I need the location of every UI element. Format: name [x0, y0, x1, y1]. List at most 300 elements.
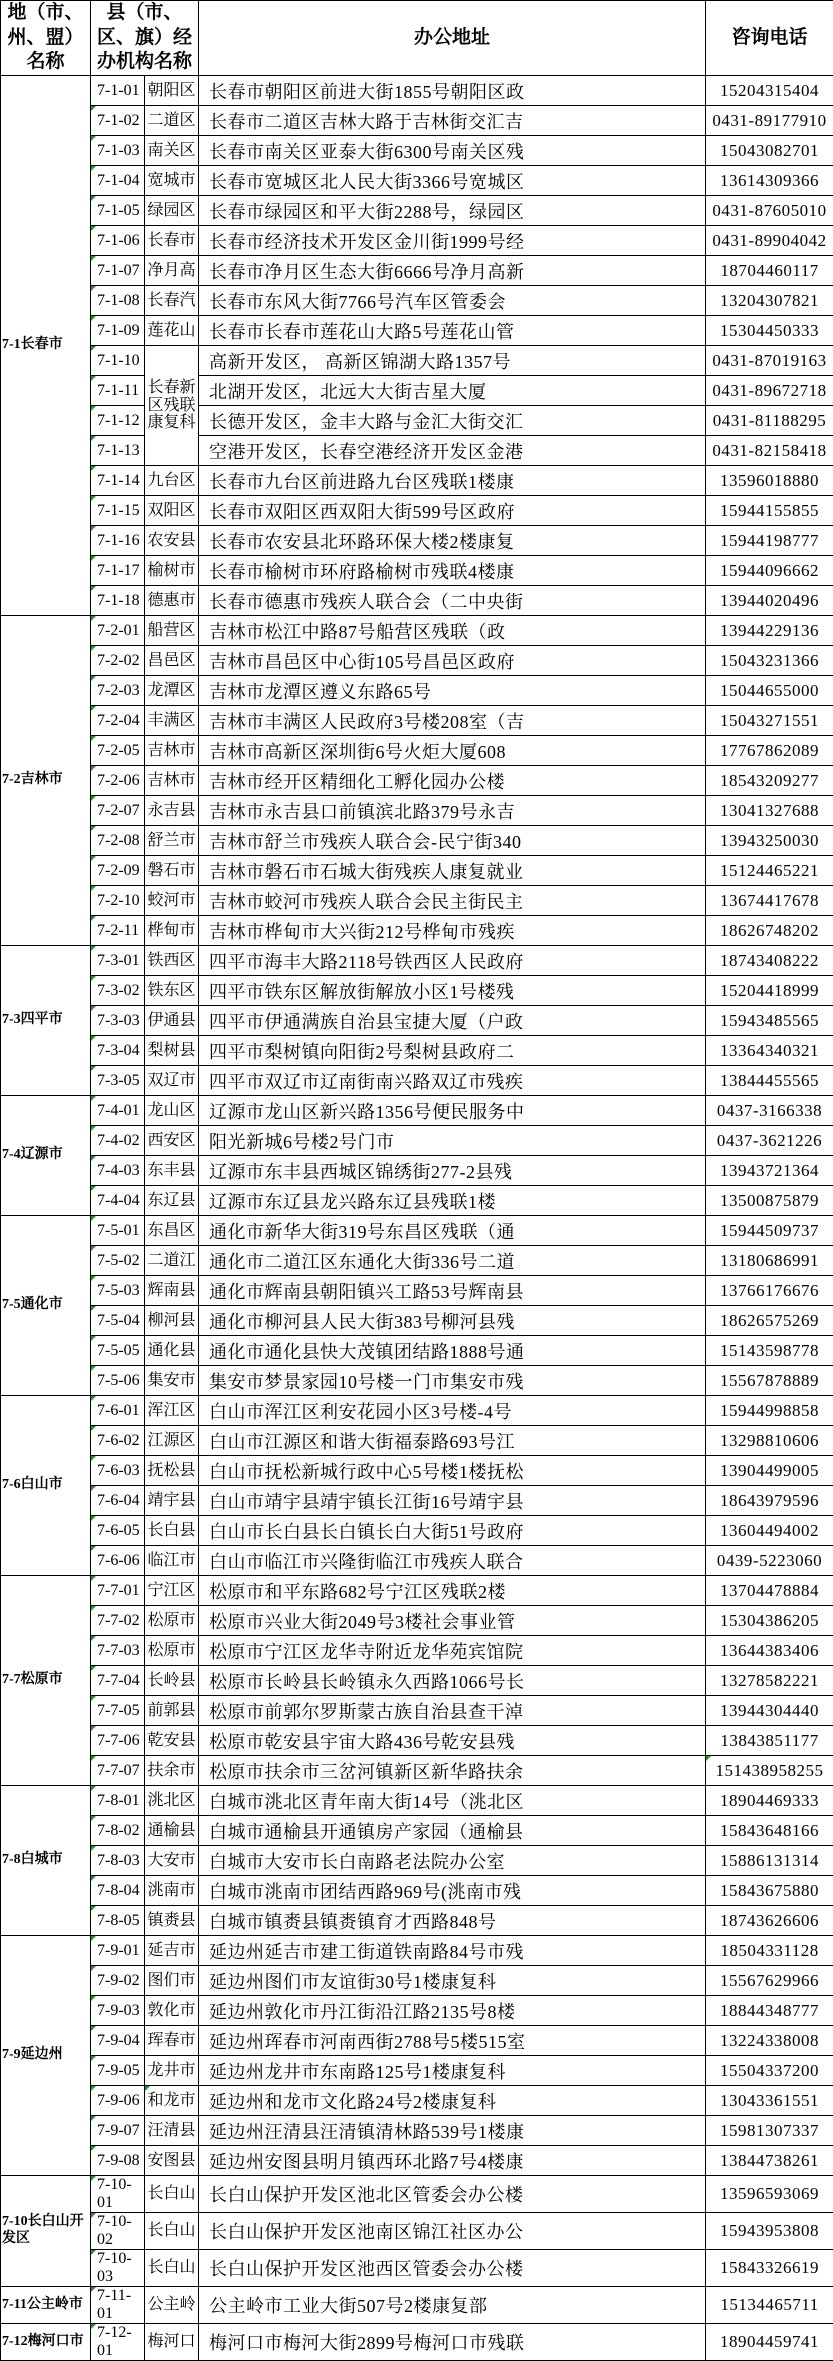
address-cell: 通化市柳河县人民大街383号柳河县残	[199, 1306, 706, 1336]
address-cell: 公主岭市工业大街507号2楼康复部	[199, 2287, 706, 2324]
table-row	[1, 676, 833, 706]
phone-cell: 0431-89177910	[706, 106, 833, 136]
phone-cell: 13843851177	[706, 1726, 833, 1756]
agency-name-cell: 长春汽	[145, 286, 199, 316]
code-cell: 7-1-14	[91, 466, 145, 496]
phone-cell: 18626575269	[706, 1306, 833, 1336]
address-cell: 延边州延吉市建工街道铁南路84号市残	[199, 1936, 706, 1966]
address-cell: 长春市德惠市残疾人联合会（二中央街	[199, 586, 706, 616]
column-header-region: 地（市、州、盟）名称	[1, 1, 91, 76]
code-cell: 7-1-15	[91, 496, 145, 526]
agency-name-cell: 净月高	[145, 256, 199, 286]
agency-name-cell: 通化县	[145, 1336, 199, 1366]
table-row	[1, 946, 833, 976]
phone-cell: 15944096662	[706, 556, 833, 586]
agency-name-cell: 铁西区	[145, 946, 199, 976]
agency-name-cell: 珲春市	[145, 2026, 199, 2056]
table-row	[1, 1846, 833, 1876]
agency-name-cell: 朝阳区	[145, 76, 199, 106]
phone-cell: 13500875879	[706, 1186, 833, 1216]
code-cell: 7-2-05	[91, 736, 145, 766]
phone-cell: 15043271551	[706, 706, 833, 736]
table-row	[1, 1666, 833, 1696]
phone-cell: 0431-87605010	[706, 196, 833, 226]
address-cell: 白山市江源区和谐大街福泰路693号江	[199, 1426, 706, 1456]
phone-cell: 13224338008	[706, 2026, 833, 2056]
phone-cell: 15304450333	[706, 316, 833, 346]
agency-name-cell: 船营区	[145, 616, 199, 646]
code-cell: 7-1-08	[91, 286, 145, 316]
address-cell: 吉林市磐石市石城大街残疾人康复就业	[199, 856, 706, 886]
code-cell: 7-9-04	[91, 2026, 145, 2056]
table-row	[1, 106, 833, 136]
address-cell: 辽源市东辽县龙兴路东辽县残联1楼	[199, 1186, 706, 1216]
agency-name-cell: 梅河口	[145, 2324, 199, 2361]
address-cell: 辽源市东丰县西城区锦绣街277-2县残	[199, 1156, 706, 1186]
code-cell: 7-1-16	[91, 526, 145, 556]
code-cell: 7-2-03	[91, 676, 145, 706]
agency-name-cell: 柳河县	[145, 1306, 199, 1336]
agency-name-cell: 吉林市	[145, 766, 199, 796]
address-cell: 长春市宽城区北人民大街3366号宽城区	[199, 166, 706, 196]
code-cell: 7-1-11	[91, 376, 145, 406]
address-cell: 松原市长岭县长岭镇永久西路1066号长	[199, 1666, 706, 1696]
region-cell: 7-5通化市	[1, 1216, 91, 1396]
table-row	[1, 1306, 833, 1336]
phone-cell: 13614309366	[706, 166, 833, 196]
agency-name-cell: 双阳区	[145, 496, 199, 526]
address-cell: 长春市长春市莲花山大路5号莲花山管	[199, 316, 706, 346]
code-cell: 7-5-01	[91, 1216, 145, 1246]
address-cell: 吉林市松江中路87号船营区残联（政	[199, 616, 706, 646]
address-cell: 白山市临江市兴隆街临江市残疾人联合	[199, 1546, 706, 1576]
table-row	[1, 1396, 833, 1426]
agency-name-cell: 松原市	[145, 1636, 199, 1666]
code-cell: 7-1-07	[91, 256, 145, 286]
agency-name-cell: 临江市	[145, 1546, 199, 1576]
region-cell: 7-8白城市	[1, 1786, 91, 1936]
agency-name-cell: 长岭县	[145, 1666, 199, 1696]
table-row	[1, 1186, 833, 1216]
phone-cell: 15843326619	[706, 2250, 833, 2287]
code-cell: 7-1-17	[91, 556, 145, 586]
phone-cell: 15944155855	[706, 496, 833, 526]
code-cell: 7-2-02	[91, 646, 145, 676]
table-row	[1, 2086, 833, 2116]
code-cell: 7-9-02	[91, 1966, 145, 1996]
agency-name-cell: 扶余市	[145, 1756, 199, 1786]
code-cell: 7-3-04	[91, 1036, 145, 1066]
agency-name-cell: 宁江区	[145, 1576, 199, 1606]
address-cell: 长德开发区，金丰大路与金汇大街交汇	[199, 406, 706, 436]
agency-name-cell: 桦甸市	[145, 916, 199, 946]
agency-name-cell: 前郭县	[145, 1696, 199, 1726]
code-cell: 7-7-02	[91, 1606, 145, 1636]
table-row	[1, 436, 833, 466]
address-cell: 梅河口市梅河大街2899号梅河口市残联	[199, 2324, 706, 2361]
table-row	[1, 196, 833, 226]
agency-name-cell: 乾安县	[145, 1726, 199, 1756]
phone-cell: 13944229136	[706, 616, 833, 646]
table-row	[1, 1726, 833, 1756]
address-cell: 空港开发区，长春空港经济开发区金港	[199, 436, 706, 466]
table-row	[1, 586, 833, 616]
phone-cell: 13041327688	[706, 796, 833, 826]
address-cell: 吉林市蛟河市残疾人联合会民主街民主	[199, 886, 706, 916]
address-cell: 延边州敦化市丹江街沿江路2135号8楼	[199, 1996, 706, 2026]
phone-cell: 13844455565	[706, 1066, 833, 1096]
table-row	[1, 706, 833, 736]
table-row	[1, 1576, 833, 1606]
agency-name-cell: 东昌区	[145, 1216, 199, 1246]
table-row	[1, 1756, 833, 1786]
phone-cell: 15843675880	[706, 1876, 833, 1906]
agency-name-cell: 图们市	[145, 1966, 199, 1996]
agency-name-cell: 江源区	[145, 1426, 199, 1456]
code-cell: 7-10-02	[91, 2213, 145, 2250]
agency-name-cell: 舒兰市	[145, 826, 199, 856]
address-cell: 四平市双辽市辽南街南兴路双辽市残疾	[199, 1066, 706, 1096]
table-row	[1, 376, 833, 406]
phone-cell: 13604494002	[706, 1516, 833, 1546]
table-row	[1, 2287, 833, 2324]
phone-cell: 18844348777	[706, 1996, 833, 2026]
address-cell: 长春市双阳区西双阳大街599号区政府	[199, 496, 706, 526]
table-row	[1, 526, 833, 556]
phone-cell: 15944198777	[706, 526, 833, 556]
table-row	[1, 166, 833, 196]
region-cell: 7-3四平市	[1, 946, 91, 1096]
phone-cell: 13844738261	[706, 2146, 833, 2176]
table-row	[1, 1126, 833, 1156]
address-cell: 白山市长白县长白镇长白大街51号政府	[199, 1516, 706, 1546]
table-row	[1, 466, 833, 496]
table-row	[1, 796, 833, 826]
agency-name-cell: 龙井市	[145, 2056, 199, 2086]
code-cell: 7-1-10	[91, 346, 145, 376]
phone-cell: 15134465711	[706, 2287, 833, 2324]
table-row	[1, 226, 833, 256]
code-cell: 7-2-01	[91, 616, 145, 646]
agency-name-cell: 吉林市	[145, 736, 199, 766]
phone-cell: 15204418999	[706, 976, 833, 1006]
table-row	[1, 1066, 833, 1096]
phone-cell: 15304386205	[706, 1606, 833, 1636]
region-cell: 7-11公主岭市	[1, 2287, 91, 2324]
code-cell: 7-5-02	[91, 1246, 145, 1276]
agency-name-cell: 昌邑区	[145, 646, 199, 676]
agency-name-cell: 龙潭区	[145, 676, 199, 706]
table-row	[1, 1006, 833, 1036]
phone-cell: 13596018880	[706, 466, 833, 496]
agency-name-cell: 九台区	[145, 466, 199, 496]
address-cell: 松原市乾安县宇宙大路436号乾安县残	[199, 1726, 706, 1756]
agency-name-cell: 洮北区	[145, 1786, 199, 1816]
phone-cell: 0439-5223060	[706, 1546, 833, 1576]
address-cell: 通化市通化县快大茂镇团结路1888号通	[199, 1336, 706, 1366]
address-cell: 吉林市龙潭区遵义东路65号	[199, 676, 706, 706]
table-row	[1, 556, 833, 586]
table-row	[1, 1216, 833, 1246]
agency-name-cell: 丰满区	[145, 706, 199, 736]
address-cell: 延边州和龙市文化路24号2楼康复科	[199, 2086, 706, 2116]
agency-name-cell: 宽城市	[145, 166, 199, 196]
agency-name-cell: 公主岭	[145, 2287, 199, 2324]
table-row	[1, 1366, 833, 1396]
code-cell: 7-2-07	[91, 796, 145, 826]
address-cell: 四平市伊通满族自治县宝捷大厦（户政	[199, 1006, 706, 1036]
agency-name-cell: 长白山	[145, 2250, 199, 2287]
phone-cell: 18743626606	[706, 1906, 833, 1936]
table-row	[1, 136, 833, 166]
phone-cell: 15943485565	[706, 1006, 833, 1036]
phone-cell: 15044655000	[706, 676, 833, 706]
address-cell: 吉林市经开区精细化工孵化园办公楼	[199, 766, 706, 796]
phone-cell: 15981307337	[706, 2116, 833, 2146]
code-cell: 7-2-09	[91, 856, 145, 886]
code-cell: 7-2-06	[91, 766, 145, 796]
address-cell: 长春市经济技术开发区金川街1999号经	[199, 226, 706, 256]
code-cell: 7-6-04	[91, 1486, 145, 1516]
phone-cell: 13596593069	[706, 2176, 833, 2213]
code-cell: 7-9-01	[91, 1936, 145, 1966]
code-cell: 7-10-01	[91, 2176, 145, 2213]
phone-cell: 13298810606	[706, 1426, 833, 1456]
address-cell: 集安市梦景家园10号楼一门市集安市残	[199, 1366, 706, 1396]
agency-name-cell: 德惠市	[145, 586, 199, 616]
phone-cell: 18743408222	[706, 946, 833, 976]
phone-cell: 13943250030	[706, 826, 833, 856]
agency-name-cell: 镇赉县	[145, 1906, 199, 1936]
agency-name-cell: 长春新区残联康复科	[145, 346, 199, 466]
agency-name-cell: 东辽县	[145, 1186, 199, 1216]
address-cell: 延边州安图县明月镇西环北路7号4楼康	[199, 2146, 706, 2176]
agency-name-cell: 长白山	[145, 2176, 199, 2213]
agency-name-cell: 榆树市	[145, 556, 199, 586]
address-cell: 长白山保护开发区池西区管委会办公楼	[199, 2250, 706, 2287]
agency-name-cell: 永吉县	[145, 796, 199, 826]
phone-cell: 13904499005	[706, 1456, 833, 1486]
code-cell: 7-2-08	[91, 826, 145, 856]
agency-name-cell: 辉南县	[145, 1276, 199, 1306]
code-cell: 7-8-05	[91, 1906, 145, 1936]
agency-name-cell: 绿园区	[145, 196, 199, 226]
table-row	[1, 1036, 833, 1066]
code-cell: 7-6-01	[91, 1396, 145, 1426]
agency-name-cell: 和龙市	[145, 2086, 199, 2116]
code-cell: 7-2-04	[91, 706, 145, 736]
table-row	[1, 346, 833, 376]
agency-name-cell: 靖宇县	[145, 1486, 199, 1516]
table-row	[1, 496, 833, 526]
address-cell: 松原市扶余市三岔河镇新区新华路扶余	[199, 1756, 706, 1786]
address-cell: 长春市农安县北环路环保大楼2楼康复	[199, 526, 706, 556]
table-row	[1, 616, 833, 646]
code-cell: 7-5-06	[91, 1366, 145, 1396]
table-row	[1, 916, 833, 946]
address-cell: 高新开发区， 高新区锦湖大路1357号	[199, 346, 706, 376]
code-cell: 7-1-12	[91, 406, 145, 436]
phone-cell: 15944998858	[706, 1396, 833, 1426]
code-cell: 7-5-04	[91, 1306, 145, 1336]
code-cell: 7-3-03	[91, 1006, 145, 1036]
column-header-address: 办公地址	[199, 1, 706, 76]
agency-name-cell: 梨树县	[145, 1036, 199, 1066]
phone-cell: 18543209277	[706, 766, 833, 796]
agency-name-cell: 龙山区	[145, 1096, 199, 1126]
agency-name-cell: 二道区	[145, 106, 199, 136]
address-cell: 白山市抚松新城行政中心5号楼1楼抚松	[199, 1456, 706, 1486]
region-cell: 7-4辽源市	[1, 1096, 91, 1216]
table-row	[1, 1486, 833, 1516]
code-cell: 7-1-02	[91, 106, 145, 136]
agency-name-cell: 浑江区	[145, 1396, 199, 1426]
table-row	[1, 1966, 833, 1996]
table-row	[1, 1996, 833, 2026]
address-cell: 吉林市丰满区人民政府3号楼208室（吉	[199, 706, 706, 736]
table-row	[1, 1276, 833, 1306]
code-cell: 7-1-13	[91, 436, 145, 466]
phone-cell: 15504337200	[706, 2056, 833, 2086]
agency-name-cell: 洮南市	[145, 1876, 199, 1906]
region-cell: 7-12梅河口市	[1, 2324, 91, 2361]
code-cell: 7-6-02	[91, 1426, 145, 1456]
phone-cell: 13943721364	[706, 1156, 833, 1186]
table-header	[1, 1, 833, 76]
phone-cell: 15567629966	[706, 1966, 833, 1996]
code-cell: 7-1-01	[91, 76, 145, 106]
table-row	[1, 1816, 833, 1846]
code-cell: 7-9-05	[91, 2056, 145, 2086]
code-cell: 7-7-06	[91, 1726, 145, 1756]
table-row	[1, 76, 833, 106]
table-row	[1, 2026, 833, 2056]
address-cell: 四平市海丰大路2118号铁西区人民政府	[199, 946, 706, 976]
phone-cell: 18904469333	[706, 1786, 833, 1816]
address-cell: 松原市和平东路682号宁江区残联2楼	[199, 1576, 706, 1606]
table-row	[1, 1936, 833, 1966]
address-cell: 长春市南关区亚泰大街6300号南关区残	[199, 136, 706, 166]
code-cell: 7-1-04	[91, 166, 145, 196]
code-cell: 7-8-03	[91, 1846, 145, 1876]
address-cell: 吉林市永吉县口前镇滨北路379号永吉	[199, 796, 706, 826]
code-cell: 7-9-06	[91, 2086, 145, 2116]
code-cell: 7-8-02	[91, 1816, 145, 1846]
code-cell: 7-4-02	[91, 1126, 145, 1156]
table-row	[1, 1246, 833, 1276]
table-row	[1, 1336, 833, 1366]
agency-name-cell: 敦化市	[145, 1996, 199, 2026]
phone-cell: 18643979596	[706, 1486, 833, 1516]
code-cell: 7-4-03	[91, 1156, 145, 1186]
phone-cell: 13204307821	[706, 286, 833, 316]
address-cell: 白城市通榆县开通镇房产家园（通榆县	[199, 1816, 706, 1846]
agency-name-cell: 大安市	[145, 1846, 199, 1876]
address-cell: 白山市靖宇县靖宇镇长江街16号靖宇县	[199, 1486, 706, 1516]
table-row	[1, 1096, 833, 1126]
table-row	[1, 2250, 833, 2287]
region-cell: 7-6白山市	[1, 1396, 91, 1576]
table-row	[1, 856, 833, 886]
address-cell: 通化市二道江区东通化大街336号二道	[199, 1246, 706, 1276]
address-cell: 长白山保护开发区池南区锦江社区办公	[199, 2213, 706, 2250]
address-cell: 延边州汪清县汪清镇清林路539号1楼康	[199, 2116, 706, 2146]
phone-cell: 15567878889	[706, 1366, 833, 1396]
phone-cell: 18904459741	[706, 2324, 833, 2361]
region-cell: 7-10长白山开发区	[1, 2176, 91, 2287]
code-cell: 7-11-01	[91, 2287, 145, 2324]
header-row	[1, 1, 833, 76]
code-cell: 7-5-03	[91, 1276, 145, 1306]
table-row	[1, 1156, 833, 1186]
code-cell: 7-1-18	[91, 586, 145, 616]
phone-cell: 13766176676	[706, 1276, 833, 1306]
table-row	[1, 646, 833, 676]
table-row	[1, 286, 833, 316]
table-row	[1, 1426, 833, 1456]
table-row	[1, 1786, 833, 1816]
table-body	[1, 76, 833, 2361]
agency-name-cell: 长白县	[145, 1516, 199, 1546]
table-row	[1, 1906, 833, 1936]
table-row	[1, 766, 833, 796]
address-cell: 通化市辉南县朝阳镇兴工路53号辉南县	[199, 1276, 706, 1306]
code-cell: 7-6-03	[91, 1456, 145, 1486]
address-cell: 延边州图们市友谊街30号1楼康复科	[199, 1966, 706, 1996]
phone-cell: 13278582221	[706, 1666, 833, 1696]
region-cell: 7-7松原市	[1, 1576, 91, 1786]
phone-cell: 13364340321	[706, 1036, 833, 1066]
address-cell: 辽源市龙山区新兴路1356号便民服务中	[199, 1096, 706, 1126]
code-cell: 7-2-10	[91, 886, 145, 916]
address-cell: 长春市朝阳区前进大街1855号朝阳区政	[199, 76, 706, 106]
table-row	[1, 2116, 833, 2146]
table-row	[1, 2213, 833, 2250]
address-cell: 松原市前郭尔罗斯蒙古族自治县查干淖	[199, 1696, 706, 1726]
agency-name-cell: 西安区	[145, 1126, 199, 1156]
phone-cell: 18704460117	[706, 256, 833, 286]
code-cell: 7-10-03	[91, 2250, 145, 2287]
agency-name-cell: 农安县	[145, 526, 199, 556]
code-cell: 7-7-03	[91, 1636, 145, 1666]
address-cell: 白城市镇赉县镇赉镇育才西路848号	[199, 1906, 706, 1936]
address-cell: 延边州珲春市河南西街2788号5楼515室	[199, 2026, 706, 2056]
address-cell: 四平市铁东区解放街解放小区1号楼残	[199, 976, 706, 1006]
table-row	[1, 736, 833, 766]
table-row	[1, 256, 833, 286]
address-cell: 吉林市昌邑区中心街105号昌邑区政府	[199, 646, 706, 676]
phone-cell: 15204315404	[706, 76, 833, 106]
phone-cell: 0431-89672718	[706, 376, 833, 406]
address-cell: 吉林市高新区深圳街6号火炬大厦608	[199, 736, 706, 766]
address-cell: 松原市兴业大街2049号3楼社会事业管	[199, 1606, 706, 1636]
agency-name-cell: 集安市	[145, 1366, 199, 1396]
agency-name-cell: 抚松县	[145, 1456, 199, 1486]
address-cell: 白城市洮南市团结西路969号(洮南市残	[199, 1876, 706, 1906]
phone-cell: 13944304440	[706, 1696, 833, 1726]
table-row	[1, 1546, 833, 1576]
phone-cell: 17767862089	[706, 736, 833, 766]
agency-name-cell: 南关区	[145, 136, 199, 166]
phone-cell: 13644383406	[706, 1636, 833, 1666]
table-row	[1, 886, 833, 916]
code-cell: 7-7-05	[91, 1696, 145, 1726]
table-row	[1, 2176, 833, 2213]
agency-name-cell: 伊通县	[145, 1006, 199, 1036]
phone-cell: 0431-81188295	[706, 406, 833, 436]
code-cell: 7-3-05	[91, 1066, 145, 1096]
code-cell: 7-8-04	[91, 1876, 145, 1906]
